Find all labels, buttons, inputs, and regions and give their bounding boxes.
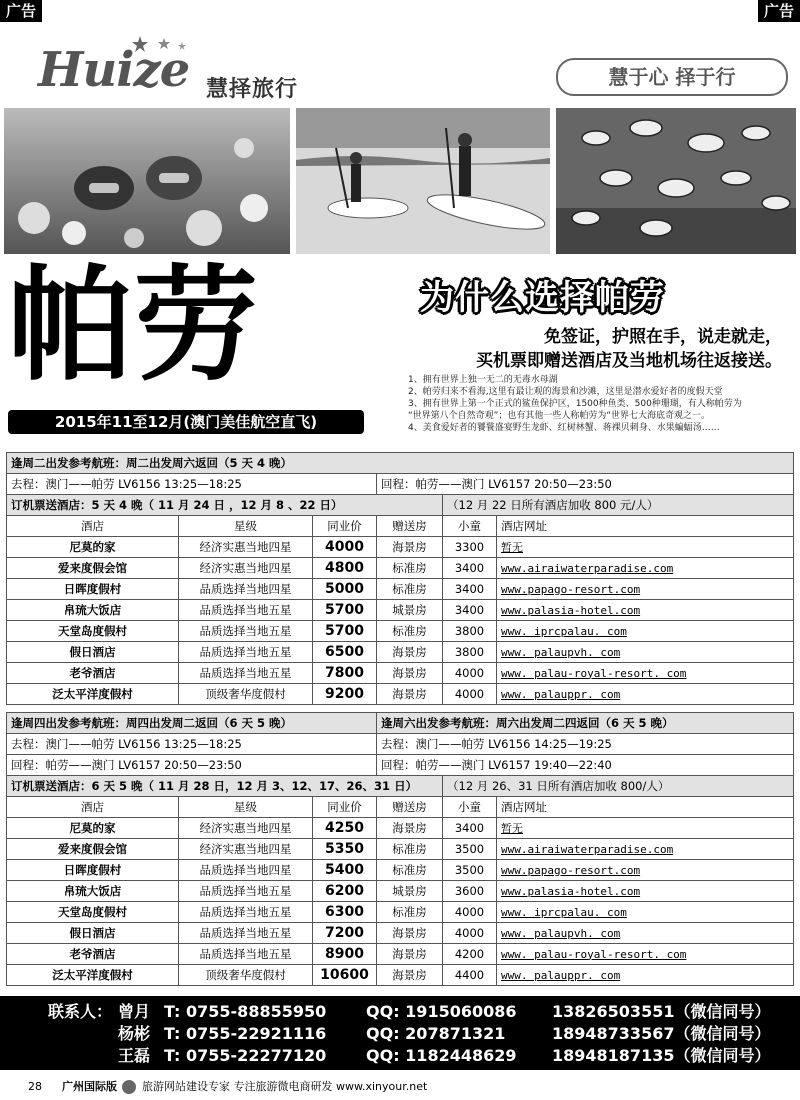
section2-hotel-note: （12 月 26、31 日所有酒店加收 800/人）: [443, 776, 794, 797]
hotel-child-price: 4400: [443, 965, 497, 986]
hotel-name: 假日酒店: [7, 642, 179, 663]
hotel-room: 海景房: [377, 537, 443, 558]
col-child: 小童: [443, 797, 497, 818]
hotel-child-price: 4200: [443, 944, 497, 965]
hotel-name: 老爷酒店: [7, 944, 179, 965]
hotel-room: 标准房: [377, 621, 443, 642]
hotel-price: 5700: [313, 600, 377, 621]
table-row: [7, 818, 794, 839]
price-table-section-2: [6, 712, 794, 986]
ad-label-left: 广告: [0, 0, 42, 22]
hotel-room: 标准房: [377, 558, 443, 579]
subtitle-ticket: 买机票即赠送酒店及当地机场往返接送。: [476, 351, 782, 371]
table-row: [7, 881, 794, 902]
reason-item: “世界第八个自然奇观”；也有其他一些人称帕劳为“世界七大海底奇观之一。: [408, 411, 710, 421]
reason-item: 2、帕劳归来不看海,这里有最让观的海景和沙滩，这里是潜水爱好者的度假天堂: [408, 387, 723, 397]
contact-qq: QQ: 207871321: [366, 1024, 506, 1043]
table-row: [7, 860, 794, 881]
table-row: [7, 558, 794, 579]
hotel-price: 4000: [313, 537, 377, 558]
contact-phone: T: 0755-22921116: [164, 1024, 327, 1043]
hotel-room: 城景房: [377, 600, 443, 621]
reason-item: 4、美食爱好者的饕餮盛宴野生龙虾、红树林蟹、蒋裸贝刺身、水果蝙蝠汤……: [408, 423, 720, 433]
price-table-section-1: [6, 452, 794, 705]
hotel-price: 6500: [313, 642, 377, 663]
hotel-room: 标准房: [377, 902, 443, 923]
page-bottom-bar: [0, 1074, 800, 1100]
hotel-stars: 品质选择当地五星: [179, 621, 313, 642]
photo-paddleboard: [296, 108, 550, 254]
hotel-name: 帛琉大饭店: [7, 881, 179, 902]
hotel-room: 标准房: [377, 579, 443, 600]
hotel-child-price: 4000: [443, 663, 497, 684]
col-hotel: 酒店: [7, 797, 179, 818]
table-row: [7, 579, 794, 600]
contact-qq: QQ: 1182448629: [366, 1046, 517, 1065]
site-logo-icon: [122, 1080, 136, 1094]
hotel-name: 日晖度假村: [7, 860, 179, 881]
section2-hotel-heading: 订机票送酒店：6 天 5 晚（ 11 月 28 日，12 月 3、12、17、26、31 日）: [7, 776, 443, 797]
hotel-room: 海景房: [377, 944, 443, 965]
section1-back-flight: 回程：帕劳——澳门 LV6157 20:50—23:50: [377, 474, 794, 495]
table-row: [7, 839, 794, 860]
section2-back-flight-thu: 回程：帕劳——澳门 LV6157 20:50—23:50: [7, 755, 377, 776]
table-row: [7, 663, 794, 684]
contact-name: 王磊: [118, 1046, 151, 1065]
table-row: [7, 600, 794, 621]
hotel-price: 7200: [313, 923, 377, 944]
hotel-name: 日晖度假村: [7, 579, 179, 600]
hotel-stars: 品质选择当地五星: [179, 944, 313, 965]
col-website: 酒店网址: [497, 516, 794, 537]
hotel-name: 尼莫的家: [7, 818, 179, 839]
col-price: 同业价: [313, 516, 377, 537]
section1-hotel-heading: 订机票送酒店：5 天 4 晚（ 11 月 24 日 ，12 月 8 、22 日）: [7, 495, 443, 516]
contact-mobile: 18948733567（微信同号）: [552, 1024, 771, 1043]
col-room: 赠送房: [377, 516, 443, 537]
contact-qq: QQ: 1915060086: [366, 1002, 517, 1021]
hotel-name: 帛琉大饭店: [7, 600, 179, 621]
hotel-stars: 品质选择当地五星: [179, 902, 313, 923]
contact-name: 曾月: [118, 1002, 151, 1021]
hotel-name: 老爷酒店: [7, 663, 179, 684]
destination-title: 帕劳: [8, 254, 261, 398]
table-header-row: [7, 516, 794, 537]
logo-chinese: 慧择旅行: [206, 77, 299, 102]
hotel-room: 海景房: [377, 684, 443, 705]
hotel-stars: 品质选择当地五星: [179, 881, 313, 902]
hotel-room: 城景房: [377, 881, 443, 902]
hotel-price: 6300: [313, 902, 377, 923]
section2-heading-saturday: 逢周六出发参考航班：周六出发周二四返回（6 天 5 晚）: [377, 713, 794, 734]
hotel-price: 7800: [313, 663, 377, 684]
contact-phone: T: 0755-88855950: [164, 1002, 327, 1021]
hotel-stars: 品质选择当地五星: [179, 663, 313, 684]
hotel-room: 标准房: [377, 860, 443, 881]
col-price: 同业价: [313, 797, 377, 818]
table-row: [7, 923, 794, 944]
hotel-child-price: 3800: [443, 621, 497, 642]
contact-name: 杨彬: [118, 1024, 151, 1043]
photo-jellyfish-snorkel: [4, 108, 290, 254]
hotel-stars: 品质选择当地五星: [179, 642, 313, 663]
hotel-stars: 顶级奢华度假村: [179, 965, 313, 986]
hotel-price: 5700: [313, 621, 377, 642]
fish-photo-image: [556, 108, 796, 254]
paddleboard-photo-image: [296, 108, 550, 254]
logo-wordmark: Huize: [38, 42, 190, 98]
hotel-name: 爱来度假会馆: [7, 839, 179, 860]
col-stars: 星级: [179, 797, 313, 818]
hotel-child-price: 4000: [443, 902, 497, 923]
table-row: [7, 944, 794, 965]
hotel-room: 海景房: [377, 923, 443, 944]
hotel-room: 海景房: [377, 663, 443, 684]
section1-heading: 逢周二出发参考航班：周二出发周六返回（5 天 4 晚）: [7, 453, 794, 474]
hotel-child-price: 4000: [443, 923, 497, 944]
contact-phone: T: 0755-22277120: [164, 1046, 327, 1065]
hotel-website[interactable]: 暂无: [497, 818, 794, 839]
hotel-stars: 经济实惠当地四星: [179, 537, 313, 558]
price-table-2: [6, 712, 794, 986]
table-row: [7, 537, 794, 558]
reason-item: 3、拥有世界上第一个正式的鲨鱼保护区，1500种鱼类、500种珊瑚，有人称帕劳为: [408, 399, 742, 409]
hotel-name: 爱来度假会馆: [7, 558, 179, 579]
hotel-name: 天堂岛度假村: [7, 902, 179, 923]
section1-go-flight: 去程：澳门——帕劳 LV6156 13:25—18:25: [7, 474, 377, 495]
ad-label-right: 广告: [758, 0, 800, 22]
hotel-website[interactable]: www.palasia-hotel.com: [497, 881, 794, 902]
hotel-stars: 品质选择当地四星: [179, 579, 313, 600]
hotel-stars: 品质选择当地四星: [179, 860, 313, 881]
table-row: [7, 902, 794, 923]
hotel-child-price: 3500: [443, 839, 497, 860]
hotel-website[interactable]: www. palauppr. com: [497, 684, 794, 705]
hotel-stars: 经济实惠当地四星: [179, 839, 313, 860]
brand-slogan: 慧于心 择于行: [556, 58, 788, 96]
hotel-price: 6200: [313, 881, 377, 902]
hotel-price: 8900: [313, 944, 377, 965]
hotel-website[interactable]: www.palasia-hotel.com: [497, 600, 794, 621]
col-hotel: 酒店: [7, 516, 179, 537]
hotel-price: 5000: [313, 579, 377, 600]
hotel-name: 假日酒店: [7, 923, 179, 944]
magazine-name: 广州国际版: [62, 1080, 117, 1093]
hotel-website[interactable]: www. iprcpalau. com: [497, 621, 794, 642]
table-row: [7, 621, 794, 642]
hotel-child-price: 3400: [443, 558, 497, 579]
hotel-child-price: 3300: [443, 537, 497, 558]
section2-heading-thursday: 逢周四出发参考航班：周四出发周二返回（6 天 5 晚）: [7, 713, 377, 734]
hotel-website[interactable]: www. palaupvh. com: [497, 923, 794, 944]
hotel-website[interactable]: www.airaiwaterparadise.com: [497, 839, 794, 860]
hotel-child-price: 3400: [443, 818, 497, 839]
hotel-website[interactable]: www. iprcpalau. com: [497, 902, 794, 923]
bottom-tagline: 旅游网站建设专家 专注旅游微电商研发 www.xinyour.net: [142, 1080, 428, 1093]
hotel-room: 海景房: [377, 965, 443, 986]
hotel-stars: 品质选择当地五星: [179, 600, 313, 621]
photo-fish-school: [556, 108, 796, 254]
col-room: 赠送房: [377, 797, 443, 818]
section1-hotel-note: （12 月 22 日所有酒店加收 800 元/人）: [443, 495, 794, 516]
col-child: 小童: [443, 516, 497, 537]
table-header-row: [7, 797, 794, 818]
hotel-name: 泛太平洋度假村: [7, 965, 179, 986]
hotel-price: 5350: [313, 839, 377, 860]
hotel-child-price: 3600: [443, 881, 497, 902]
hotel-name: 天堂岛度假村: [7, 621, 179, 642]
hotel-website[interactable]: 暂无: [497, 537, 794, 558]
hotel-website[interactable]: www. palau-royal-resort. com: [497, 663, 794, 684]
col-stars: 星级: [179, 516, 313, 537]
hotel-website[interactable]: www.papago-resort.com: [497, 579, 794, 600]
hotel-child-price: 3800: [443, 642, 497, 663]
brand-logo: [38, 34, 338, 104]
section2-back-flight-sat: 回程：帕劳——澳门 LV6157 19:40—22:40: [377, 755, 794, 776]
page-number: 28: [28, 1080, 42, 1093]
hotel-child-price: 3400: [443, 579, 497, 600]
subtitle-visa: 免签证，护照在手，说走就走，: [544, 327, 782, 347]
reason-item: 1、拥有世界上独一无二的无毒水母湖: [408, 375, 558, 385]
hotel-price: 9200: [313, 684, 377, 705]
section2-go-flight-sat: 去程：澳门——帕劳 LV6156 14:25—19:25: [377, 734, 794, 755]
hotel-stars: 品质选择当地五星: [179, 923, 313, 944]
hotel-website[interactable]: www.papago-resort.com: [497, 860, 794, 881]
table-row: [7, 965, 794, 986]
hotel-child-price: 4000: [443, 684, 497, 705]
hotel-website[interactable]: www.airaiwaterparadise.com: [497, 558, 794, 579]
hotel-website[interactable]: www. palaupvh. com: [497, 642, 794, 663]
hotel-room: 海景房: [377, 818, 443, 839]
jellyfish-photo-image: [4, 108, 290, 254]
hotel-child-price: 3400: [443, 600, 497, 621]
hotel-name: 尼莫的家: [7, 537, 179, 558]
contact-mobile: 18948187135（微信同号）: [552, 1046, 771, 1065]
hotel-room: 标准房: [377, 839, 443, 860]
hotel-room: 海景房: [377, 642, 443, 663]
hotel-stars: 经济实惠当地四星: [179, 558, 313, 579]
price-table-1: [6, 452, 794, 705]
table-row: [7, 684, 794, 705]
hotel-price: 4250: [313, 818, 377, 839]
hotel-name: 泛太平洋度假村: [7, 684, 179, 705]
hotel-stars: 经济实惠当地四星: [179, 818, 313, 839]
contacts-label: 联系人：: [48, 1002, 113, 1021]
hotel-price: 10600: [313, 965, 377, 986]
hotel-website[interactable]: www. palauppr. com: [497, 965, 794, 986]
col-website: 酒店网址: [497, 797, 794, 818]
hotel-price: 5400: [313, 860, 377, 881]
hotel-price: 4800: [313, 558, 377, 579]
hotel-stars: 顶级奢华度假村: [179, 684, 313, 705]
contact-footer: [0, 996, 800, 1070]
why-heading: 为什么选择帕劳: [420, 278, 665, 318]
hotel-child-price: 3500: [443, 860, 497, 881]
section2-go-flight-thu: 去程：澳门——帕劳 LV6156 13:25—18:25: [7, 734, 377, 755]
hotel-website[interactable]: www. palau-royal-resort. com: [497, 944, 794, 965]
table-row: [7, 642, 794, 663]
dates-banner: 2015年11至12月(澳门美佳航空直飞): [8, 410, 364, 434]
reasons-list: [408, 374, 742, 434]
contact-mobile: 13826503551（微信同号）: [552, 1002, 771, 1021]
